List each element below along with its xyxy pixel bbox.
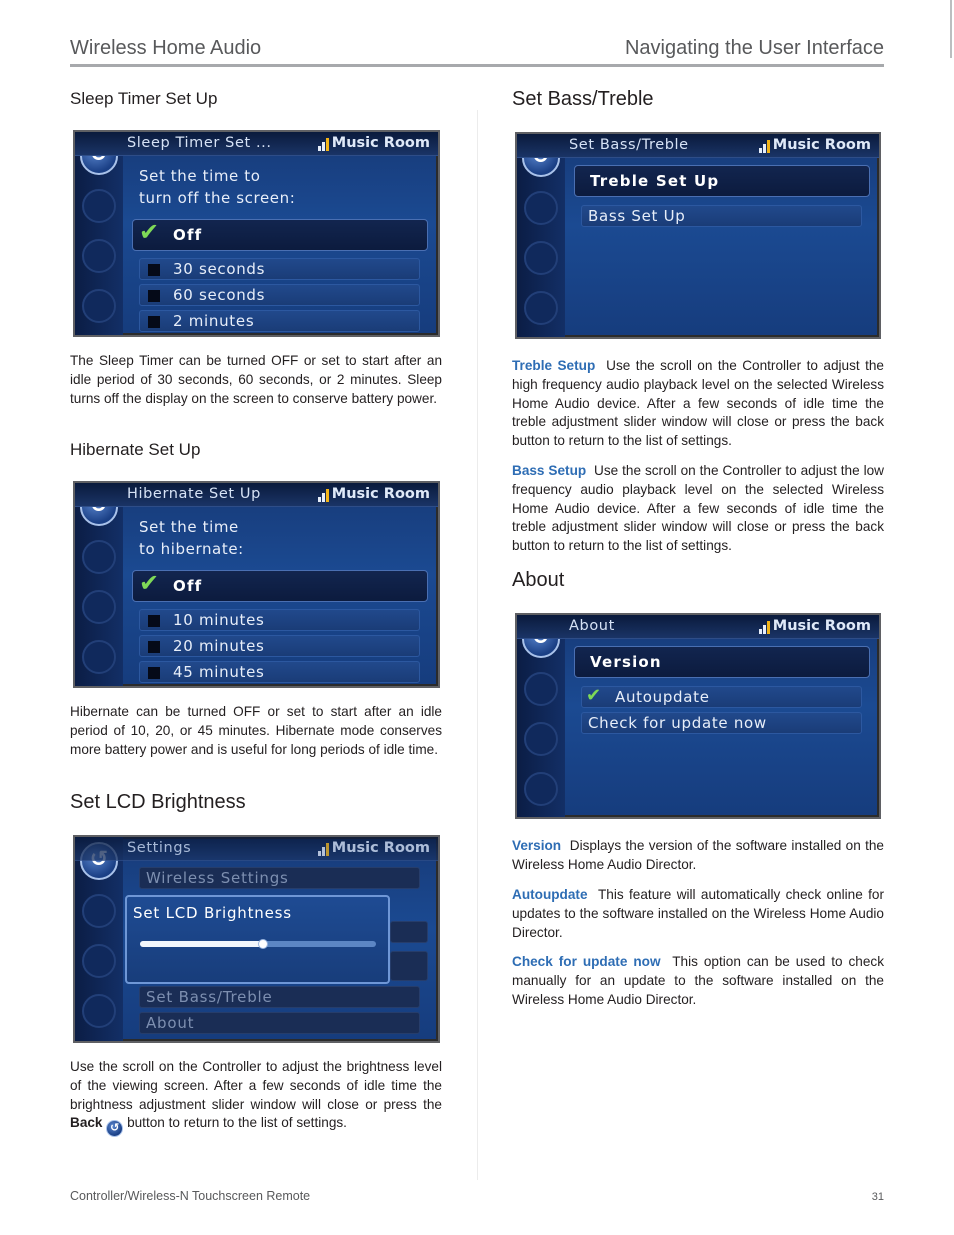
- hibernate-screen: [73, 481, 440, 688]
- option-off-selected[interactable]: [132, 570, 428, 602]
- menu-item-about[interactable]: [139, 1012, 420, 1034]
- option-off-selected[interactable]: [132, 219, 428, 251]
- option-label: Bass Set Up: [588, 207, 686, 225]
- room-label: Music Room: [331, 135, 430, 151]
- sleep-timer-screen: [73, 130, 440, 337]
- option-label: 45 minutes: [173, 663, 265, 681]
- signal-icon: [759, 139, 773, 153]
- screen-title: About: [569, 618, 615, 634]
- signal-icon: [318, 137, 332, 151]
- nav-slot: [524, 291, 558, 325]
- header-left: Wireless Home Audio: [70, 37, 262, 59]
- signal-icon: [318, 488, 332, 502]
- header-rule: [70, 64, 884, 67]
- autoupdate-text: This feature will automatically check online for updates to the software installed on the Wireless Home Audio Director.: [512, 887, 884, 940]
- nav-column: [517, 134, 565, 337]
- screen-titlebar: [75, 837, 438, 861]
- option-2-minutes[interactable]: [139, 310, 420, 332]
- screen-titlebar: [75, 132, 438, 156]
- back-button-icon: ↺: [106, 1120, 123, 1137]
- back-word: Back: [70, 1115, 103, 1131]
- sleep-description: The Sleep Timer can be turned OFF or set to start after an idle period of 30 seconds, 60 seconds, or 2 minutes. Sleep turns off the display on the screen to conserve battery power.: [70, 353, 442, 406]
- hibernate-description: Hibernate can be turned OFF or set to start after an idle period of 10, 20, or 45 minutes. Hibernate mode conserves more battery power and is useful for long periods of idle time.: [70, 704, 442, 757]
- version-keyword: Version: [512, 838, 562, 853]
- nav-slot: [82, 239, 116, 273]
- screen-title: Sleep Timer Set ...: [127, 135, 272, 151]
- screen-title: Set Bass/Treble: [569, 137, 689, 153]
- page-edge-mark: [950, 0, 952, 58]
- option-label: 2 minutes: [173, 312, 255, 330]
- nav-slot: [82, 640, 116, 674]
- option-20-minutes[interactable]: [139, 635, 420, 657]
- header-right: Navigating the User Interface: [624, 37, 884, 59]
- screen-titlebar: [75, 483, 438, 507]
- option-label: 30 seconds: [173, 260, 266, 278]
- checkbox-icon: [148, 316, 160, 328]
- bass-treble-screen: [515, 132, 881, 339]
- option-label: 10 minutes: [173, 611, 265, 629]
- version-text: Displays the version of the software installed on the Wireless Home Audio Director.: [512, 838, 884, 872]
- prompt-line-2: turn off the screen:: [139, 189, 296, 207]
- checkmark-icon: ✔: [586, 685, 602, 706]
- option-label: Check for update now: [588, 714, 767, 732]
- option-label: Treble Set Up: [590, 172, 720, 190]
- bass-description: [512, 462, 884, 556]
- room-label: Music Room: [331, 486, 430, 502]
- footer-product: Controller/Wireless-N Touchscreen Remote: [70, 1189, 311, 1203]
- option-45-minutes[interactable]: [139, 661, 420, 683]
- bass-keyword: Bass Setup: [512, 463, 587, 478]
- nav-slot: [82, 590, 116, 624]
- screen-title: Hibernate Set Up: [127, 486, 261, 502]
- option-label: Off: [173, 226, 203, 244]
- lcd-heading: Set LCD Brightness: [70, 791, 246, 813]
- nav-slot: [524, 191, 558, 225]
- option-label: Off: [173, 577, 203, 595]
- lcd-brightness-screen: [73, 835, 440, 1043]
- menu-item-wireless-settings[interactable]: [139, 867, 420, 889]
- about-screen: [515, 613, 881, 819]
- nav-slot: [524, 772, 558, 806]
- treble-keyword: Treble Setup: [512, 358, 596, 373]
- option-autoupdate[interactable]: [581, 686, 862, 708]
- nav-column: [75, 132, 123, 335]
- checkmark-icon: ✔: [139, 569, 161, 597]
- slider-fill: [140, 941, 263, 947]
- option-version-selected[interactable]: [574, 646, 870, 678]
- menu-item-label: Set Bass/Treble: [146, 988, 273, 1006]
- check-update-keyword: Check for update now: [512, 954, 661, 969]
- option-label: 60 seconds: [173, 286, 266, 304]
- nav-slot: [82, 994, 116, 1028]
- check-update-description: [512, 953, 884, 1009]
- option-60-seconds[interactable]: [139, 284, 420, 306]
- checkbox-icon: [148, 641, 160, 653]
- column-divider: [477, 110, 478, 1180]
- checkbox-icon: [148, 667, 160, 679]
- slider-window-title: Set LCD Brightness: [133, 904, 292, 922]
- nav-slot: [82, 289, 116, 323]
- nav-column: [75, 837, 123, 1041]
- menu-item-hidden: [390, 951, 428, 981]
- nav-slot: [524, 672, 558, 706]
- nav-column: [75, 483, 123, 686]
- check-update-text: This option can be used to check manually for an update to the software installed on the Wireless Home Audio Director.: [512, 954, 885, 1007]
- nav-slot: [524, 722, 558, 756]
- prompt-line-1: Set the time: [139, 518, 239, 536]
- option-treble-set-up-selected[interactable]: [574, 165, 870, 197]
- bass-heading: Set Bass/Treble: [512, 88, 654, 110]
- autoupdate-description: [512, 886, 884, 942]
- option-label: Autoupdate: [615, 688, 710, 706]
- about-heading: About: [512, 569, 565, 591]
- checkbox-icon: [148, 290, 160, 302]
- option-bass-set-up[interactable]: [581, 205, 862, 227]
- option-label: Version: [590, 653, 662, 671]
- signal-icon: [318, 842, 332, 856]
- nav-slot: [82, 189, 116, 223]
- checkbox-icon: [148, 264, 160, 276]
- prompt-line-1: Set the time to: [139, 167, 261, 185]
- slider-knob[interactable]: [258, 939, 268, 949]
- menu-item-label: About: [146, 1014, 195, 1032]
- menu-item-hidden: [390, 921, 428, 943]
- lcd-description: [70, 1058, 442, 1137]
- signal-icon: [759, 620, 773, 634]
- lcd-text-part: button to return to the list of settings.: [127, 1115, 347, 1131]
- checkbox-icon: [148, 615, 160, 627]
- nav-slot: [82, 944, 116, 978]
- room-label: Music Room: [772, 137, 871, 153]
- hibernate-heading: Hibernate Set Up: [70, 440, 201, 459]
- option-30-seconds[interactable]: [139, 258, 420, 280]
- screen-title: Settings: [127, 840, 192, 856]
- menu-item-set-bass-treble[interactable]: [139, 986, 420, 1008]
- bass-text: Use the scroll on the Controller to adjust the low frequency audio playback level on the selected Wireless Home Audio device. After a few seconds of idle time the treble adjustment slider window will close or press the back button to return to the list of settings.: [512, 463, 884, 554]
- treble-text: Use the scroll on the Controller to adjust the high frequency audio playback level on the selected Wireless Home Audio device. After a few seconds of idle time the treble adjustment slider window will close or press the back button to return to the list of settings.: [512, 358, 884, 449]
- nav-slot: [82, 540, 116, 574]
- screen-titlebar: [517, 134, 879, 158]
- option-check-for-update[interactable]: [581, 712, 862, 734]
- nav-slot: [524, 241, 558, 275]
- room-label: Music Room: [331, 840, 430, 856]
- lcd-text-part: Use the scroll on the Controller to adjust the brightness level of the viewing screen. After a few seconds of idle time the brightness adjustment slider window will close or press the: [70, 1059, 442, 1112]
- room-label: Music Room: [772, 618, 871, 634]
- treble-description: [512, 357, 884, 451]
- version-description: [512, 837, 884, 875]
- brightness-slider-window[interactable]: [125, 895, 390, 984]
- option-10-minutes[interactable]: [139, 609, 420, 631]
- option-label: 20 minutes: [173, 637, 265, 655]
- nav-column: [517, 615, 565, 817]
- prompt-line-2: to hibernate:: [139, 540, 244, 558]
- page-number: 31: [871, 1191, 884, 1203]
- autoupdate-keyword: Autoupdate: [512, 887, 588, 902]
- nav-slot: [82, 894, 116, 928]
- screen-titlebar: [517, 615, 879, 639]
- sleep-heading: Sleep Timer Set Up: [70, 89, 218, 108]
- brightness-slider[interactable]: [140, 941, 376, 947]
- checkmark-icon: ✔: [139, 218, 161, 246]
- menu-item-label: Wireless Settings: [146, 869, 289, 887]
